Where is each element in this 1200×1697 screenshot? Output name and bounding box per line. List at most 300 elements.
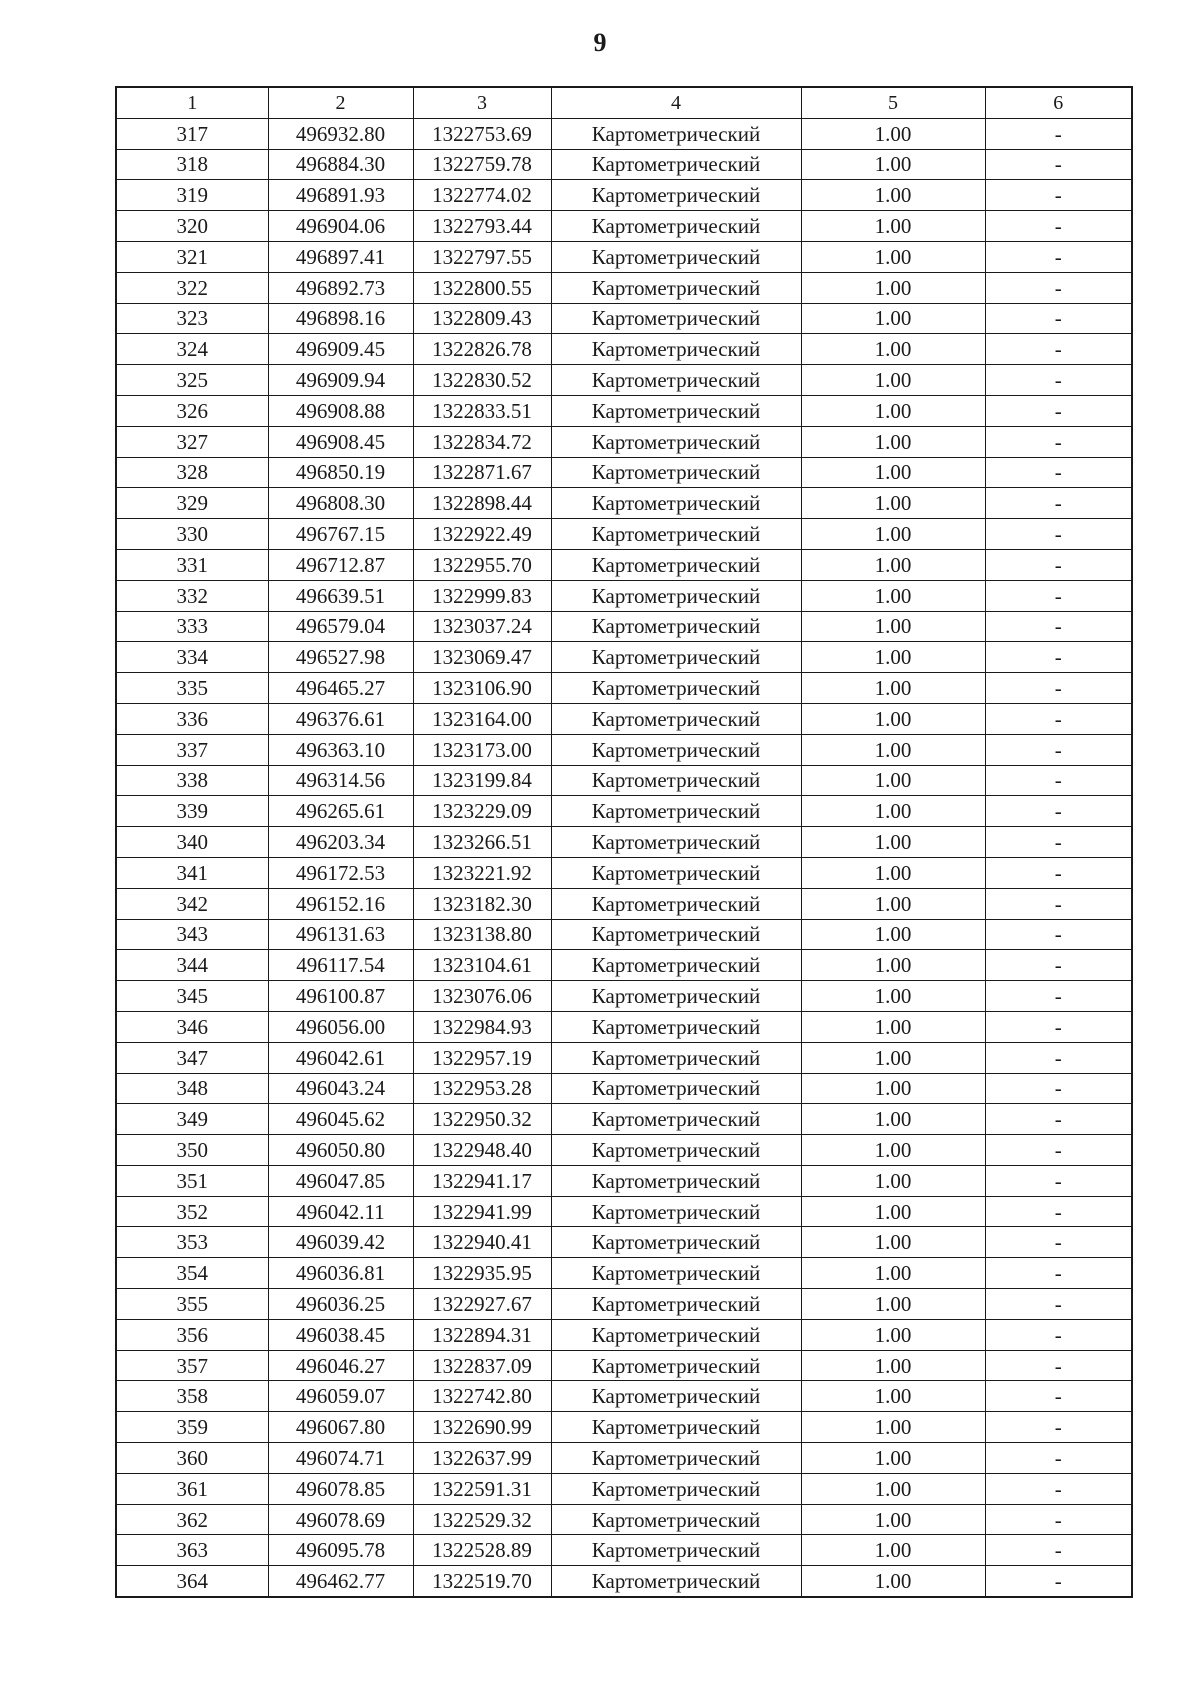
y-coordinate-cell: 1322759.78 bbox=[413, 149, 551, 180]
table-row bbox=[116, 1381, 1132, 1412]
method-cell: Картометрический bbox=[551, 1319, 801, 1350]
x-coordinate-cell: 496078.69 bbox=[268, 1504, 413, 1535]
table-row bbox=[116, 1319, 1132, 1350]
y-coordinate-cell: 1322809.43 bbox=[413, 303, 551, 334]
point-number-cell: 323 bbox=[116, 303, 268, 334]
accuracy-cell: 1.00 bbox=[801, 118, 985, 149]
point-number-cell: 344 bbox=[116, 950, 268, 981]
x-coordinate-cell: 496579.04 bbox=[268, 611, 413, 642]
table-row bbox=[116, 1350, 1132, 1381]
note-cell: - bbox=[985, 981, 1132, 1012]
table-row bbox=[116, 796, 1132, 827]
point-number-cell: 343 bbox=[116, 919, 268, 950]
point-number-cell: 336 bbox=[116, 703, 268, 734]
x-coordinate-cell: 496046.27 bbox=[268, 1350, 413, 1381]
x-coordinate-cell: 496909.94 bbox=[268, 365, 413, 396]
x-coordinate-cell: 496039.42 bbox=[268, 1227, 413, 1258]
accuracy-cell: 1.00 bbox=[801, 303, 985, 334]
method-cell: Картометрический bbox=[551, 1350, 801, 1381]
note-cell: - bbox=[985, 734, 1132, 765]
y-coordinate-cell: 1323266.51 bbox=[413, 827, 551, 858]
method-cell: Картометрический bbox=[551, 1135, 801, 1166]
x-coordinate-cell: 496078.85 bbox=[268, 1473, 413, 1504]
note-cell: - bbox=[985, 457, 1132, 488]
y-coordinate-cell: 1322948.40 bbox=[413, 1135, 551, 1166]
table-row bbox=[116, 241, 1132, 272]
point-number-cell: 332 bbox=[116, 580, 268, 611]
accuracy-cell: 1.00 bbox=[801, 981, 985, 1012]
accuracy-cell: 1.00 bbox=[801, 673, 985, 704]
method-cell: Картометрический bbox=[551, 549, 801, 580]
point-number-cell: 325 bbox=[116, 365, 268, 396]
y-coordinate-cell: 1322871.67 bbox=[413, 457, 551, 488]
method-cell: Картометрический bbox=[551, 1535, 801, 1566]
table-row bbox=[116, 272, 1132, 303]
accuracy-cell: 1.00 bbox=[801, 950, 985, 981]
method-cell: Картометрический bbox=[551, 1073, 801, 1104]
point-number-cell: 364 bbox=[116, 1566, 268, 1597]
x-coordinate-cell: 496042.11 bbox=[268, 1196, 413, 1227]
coordinates-table bbox=[115, 86, 1133, 1598]
y-coordinate-cell: 1322774.02 bbox=[413, 180, 551, 211]
table-body bbox=[116, 118, 1132, 1597]
point-number-cell: 334 bbox=[116, 642, 268, 673]
accuracy-cell: 1.00 bbox=[801, 1443, 985, 1474]
accuracy-cell: 1.00 bbox=[801, 180, 985, 211]
y-coordinate-cell: 1323106.90 bbox=[413, 673, 551, 704]
accuracy-cell: 1.00 bbox=[801, 857, 985, 888]
x-coordinate-cell: 496131.63 bbox=[268, 919, 413, 950]
note-cell: - bbox=[985, 1412, 1132, 1443]
table-row bbox=[116, 734, 1132, 765]
table-row bbox=[116, 919, 1132, 950]
note-cell: - bbox=[985, 488, 1132, 519]
x-coordinate-cell: 496203.34 bbox=[268, 827, 413, 858]
accuracy-cell: 1.00 bbox=[801, 1165, 985, 1196]
point-number-cell: 342 bbox=[116, 888, 268, 919]
table-row bbox=[116, 1443, 1132, 1474]
accuracy-cell: 1.00 bbox=[801, 796, 985, 827]
table-header bbox=[116, 87, 1132, 118]
point-number-cell: 326 bbox=[116, 395, 268, 426]
point-number-cell: 331 bbox=[116, 549, 268, 580]
method-cell: Картометрический bbox=[551, 827, 801, 858]
method-cell: Картометрический bbox=[551, 1412, 801, 1443]
point-number-cell: 353 bbox=[116, 1227, 268, 1258]
x-coordinate-cell: 496067.80 bbox=[268, 1412, 413, 1443]
method-cell: Картометрический bbox=[551, 888, 801, 919]
y-coordinate-cell: 1322833.51 bbox=[413, 395, 551, 426]
point-number-cell: 318 bbox=[116, 149, 268, 180]
accuracy-cell: 1.00 bbox=[801, 426, 985, 457]
table-row bbox=[116, 1535, 1132, 1566]
method-cell: Картометрический bbox=[551, 426, 801, 457]
point-number-cell: 338 bbox=[116, 765, 268, 796]
table-row bbox=[116, 1042, 1132, 1073]
note-cell: - bbox=[985, 303, 1132, 334]
note-cell: - bbox=[985, 1258, 1132, 1289]
x-coordinate-cell: 496056.00 bbox=[268, 1011, 413, 1042]
note-cell: - bbox=[985, 950, 1132, 981]
accuracy-cell: 1.00 bbox=[801, 888, 985, 919]
y-coordinate-cell: 1322742.80 bbox=[413, 1381, 551, 1412]
table-row bbox=[116, 488, 1132, 519]
x-coordinate-cell: 496897.41 bbox=[268, 241, 413, 272]
point-number-cell: 358 bbox=[116, 1381, 268, 1412]
table-row bbox=[116, 457, 1132, 488]
point-number-cell: 319 bbox=[116, 180, 268, 211]
note-cell: - bbox=[985, 642, 1132, 673]
y-coordinate-cell: 1322797.55 bbox=[413, 241, 551, 272]
accuracy-cell: 1.00 bbox=[801, 642, 985, 673]
method-cell: Картометрический bbox=[551, 1011, 801, 1042]
table-row bbox=[116, 1011, 1132, 1042]
method-cell: Картометрический bbox=[551, 118, 801, 149]
table-row bbox=[116, 549, 1132, 580]
x-coordinate-cell: 496050.80 bbox=[268, 1135, 413, 1166]
method-cell: Картометрический bbox=[551, 642, 801, 673]
x-coordinate-cell: 496808.30 bbox=[268, 488, 413, 519]
note-cell: - bbox=[985, 1073, 1132, 1104]
point-number-cell: 317 bbox=[116, 118, 268, 149]
y-coordinate-cell: 1322800.55 bbox=[413, 272, 551, 303]
accuracy-cell: 1.00 bbox=[801, 1535, 985, 1566]
point-number-cell: 355 bbox=[116, 1289, 268, 1320]
point-number-cell: 330 bbox=[116, 519, 268, 550]
y-coordinate-cell: 1322999.83 bbox=[413, 580, 551, 611]
note-cell: - bbox=[985, 1165, 1132, 1196]
note-cell: - bbox=[985, 580, 1132, 611]
y-coordinate-cell: 1323164.00 bbox=[413, 703, 551, 734]
accuracy-cell: 1.00 bbox=[801, 1042, 985, 1073]
point-number-cell: 340 bbox=[116, 827, 268, 858]
x-coordinate-cell: 496172.53 bbox=[268, 857, 413, 888]
accuracy-cell: 1.00 bbox=[801, 149, 985, 180]
method-cell: Картометрический bbox=[551, 180, 801, 211]
y-coordinate-cell: 1322940.41 bbox=[413, 1227, 551, 1258]
x-coordinate-cell: 496712.87 bbox=[268, 549, 413, 580]
y-coordinate-cell: 1322953.28 bbox=[413, 1073, 551, 1104]
table-row bbox=[116, 1227, 1132, 1258]
point-number-cell: 322 bbox=[116, 272, 268, 303]
table-row bbox=[116, 673, 1132, 704]
table-row bbox=[116, 519, 1132, 550]
table-row bbox=[116, 211, 1132, 242]
accuracy-cell: 1.00 bbox=[801, 395, 985, 426]
y-coordinate-cell: 1322690.99 bbox=[413, 1412, 551, 1443]
y-coordinate-cell: 1323104.61 bbox=[413, 950, 551, 981]
table-row bbox=[116, 1412, 1132, 1443]
point-number-cell: 339 bbox=[116, 796, 268, 827]
y-coordinate-cell: 1322955.70 bbox=[413, 549, 551, 580]
y-coordinate-cell: 1323229.09 bbox=[413, 796, 551, 827]
accuracy-cell: 1.00 bbox=[801, 1227, 985, 1258]
method-cell: Картометрический bbox=[551, 1289, 801, 1320]
accuracy-cell: 1.00 bbox=[801, 457, 985, 488]
x-coordinate-cell: 496265.61 bbox=[268, 796, 413, 827]
y-coordinate-cell: 1322837.09 bbox=[413, 1350, 551, 1381]
y-coordinate-cell: 1322528.89 bbox=[413, 1535, 551, 1566]
x-coordinate-cell: 496884.30 bbox=[268, 149, 413, 180]
x-coordinate-cell: 496909.45 bbox=[268, 334, 413, 365]
method-cell: Картометрический bbox=[551, 211, 801, 242]
point-number-cell: 320 bbox=[116, 211, 268, 242]
point-number-cell: 328 bbox=[116, 457, 268, 488]
x-coordinate-cell: 496465.27 bbox=[268, 673, 413, 704]
x-coordinate-cell: 496074.71 bbox=[268, 1443, 413, 1474]
x-coordinate-cell: 496036.25 bbox=[268, 1289, 413, 1320]
method-cell: Картометрический bbox=[551, 1443, 801, 1474]
y-coordinate-cell: 1323138.80 bbox=[413, 919, 551, 950]
point-number-cell: 361 bbox=[116, 1473, 268, 1504]
y-coordinate-cell: 1322941.99 bbox=[413, 1196, 551, 1227]
y-coordinate-cell: 1322834.72 bbox=[413, 426, 551, 457]
header-row bbox=[116, 87, 1132, 118]
table-row bbox=[116, 827, 1132, 858]
method-cell: Картометрический bbox=[551, 611, 801, 642]
accuracy-cell: 1.00 bbox=[801, 488, 985, 519]
note-cell: - bbox=[985, 1227, 1132, 1258]
table-row bbox=[116, 611, 1132, 642]
table-row bbox=[116, 426, 1132, 457]
method-cell: Картометрический bbox=[551, 519, 801, 550]
method-cell: Картометрический bbox=[551, 919, 801, 950]
note-cell: - bbox=[985, 827, 1132, 858]
point-number-cell: 359 bbox=[116, 1412, 268, 1443]
table-row bbox=[116, 703, 1132, 734]
note-cell: - bbox=[985, 334, 1132, 365]
table-row bbox=[116, 365, 1132, 396]
y-coordinate-cell: 1322927.67 bbox=[413, 1289, 551, 1320]
table-row bbox=[116, 1289, 1132, 1320]
x-coordinate-cell: 496047.85 bbox=[268, 1165, 413, 1196]
point-number-cell: 360 bbox=[116, 1443, 268, 1474]
note-cell: - bbox=[985, 1443, 1132, 1474]
header-cell-2: 2 bbox=[268, 87, 413, 118]
x-coordinate-cell: 496152.16 bbox=[268, 888, 413, 919]
point-number-cell: 327 bbox=[116, 426, 268, 457]
table-row bbox=[116, 950, 1132, 981]
accuracy-cell: 1.00 bbox=[801, 241, 985, 272]
note-cell: - bbox=[985, 180, 1132, 211]
note-cell: - bbox=[985, 1042, 1132, 1073]
y-coordinate-cell: 1323221.92 bbox=[413, 857, 551, 888]
method-cell: Картометрический bbox=[551, 1566, 801, 1597]
note-cell: - bbox=[985, 765, 1132, 796]
accuracy-cell: 1.00 bbox=[801, 1381, 985, 1412]
x-coordinate-cell: 496036.81 bbox=[268, 1258, 413, 1289]
note-cell: - bbox=[985, 1104, 1132, 1135]
method-cell: Картометрический bbox=[551, 673, 801, 704]
table-row bbox=[116, 180, 1132, 211]
accuracy-cell: 1.00 bbox=[801, 549, 985, 580]
y-coordinate-cell: 1322894.31 bbox=[413, 1319, 551, 1350]
accuracy-cell: 1.00 bbox=[801, 1504, 985, 1535]
point-number-cell: 363 bbox=[116, 1535, 268, 1566]
accuracy-cell: 1.00 bbox=[801, 365, 985, 396]
y-coordinate-cell: 1322519.70 bbox=[413, 1566, 551, 1597]
note-cell: - bbox=[985, 611, 1132, 642]
x-coordinate-cell: 496639.51 bbox=[268, 580, 413, 611]
y-coordinate-cell: 1322941.17 bbox=[413, 1165, 551, 1196]
table-row bbox=[116, 981, 1132, 1012]
note-cell: - bbox=[985, 1196, 1132, 1227]
y-coordinate-cell: 1323069.47 bbox=[413, 642, 551, 673]
x-coordinate-cell: 496908.45 bbox=[268, 426, 413, 457]
point-number-cell: 351 bbox=[116, 1165, 268, 1196]
method-cell: Картометрический bbox=[551, 457, 801, 488]
y-coordinate-cell: 1323199.84 bbox=[413, 765, 551, 796]
note-cell: - bbox=[985, 211, 1132, 242]
note-cell: - bbox=[985, 1381, 1132, 1412]
table-row bbox=[116, 1104, 1132, 1135]
y-coordinate-cell: 1322984.93 bbox=[413, 1011, 551, 1042]
method-cell: Картометрический bbox=[551, 950, 801, 981]
accuracy-cell: 1.00 bbox=[801, 1135, 985, 1166]
table-row bbox=[116, 888, 1132, 919]
point-number-cell: 333 bbox=[116, 611, 268, 642]
x-coordinate-cell: 496059.07 bbox=[268, 1381, 413, 1412]
note-cell: - bbox=[985, 1011, 1132, 1042]
note-cell: - bbox=[985, 395, 1132, 426]
point-number-cell: 341 bbox=[116, 857, 268, 888]
note-cell: - bbox=[985, 1566, 1132, 1597]
method-cell: Картометрический bbox=[551, 1504, 801, 1535]
method-cell: Картометрический bbox=[551, 1104, 801, 1135]
method-cell: Картометрический bbox=[551, 765, 801, 796]
table-row bbox=[116, 1504, 1132, 1535]
point-number-cell: 348 bbox=[116, 1073, 268, 1104]
y-coordinate-cell: 1322935.95 bbox=[413, 1258, 551, 1289]
method-cell: Картометрический bbox=[551, 734, 801, 765]
point-number-cell: 356 bbox=[116, 1319, 268, 1350]
note-cell: - bbox=[985, 272, 1132, 303]
method-cell: Картометрический bbox=[551, 241, 801, 272]
method-cell: Картометрический bbox=[551, 1042, 801, 1073]
header-cell-3: 3 bbox=[413, 87, 551, 118]
table-row bbox=[116, 1135, 1132, 1166]
x-coordinate-cell: 496892.73 bbox=[268, 272, 413, 303]
y-coordinate-cell: 1322637.99 bbox=[413, 1443, 551, 1474]
header-cell-4: 4 bbox=[551, 87, 801, 118]
accuracy-cell: 1.00 bbox=[801, 1566, 985, 1597]
method-cell: Картометрический bbox=[551, 796, 801, 827]
y-coordinate-cell: 1322950.32 bbox=[413, 1104, 551, 1135]
x-coordinate-cell: 496363.10 bbox=[268, 734, 413, 765]
note-cell: - bbox=[985, 857, 1132, 888]
method-cell: Картометрический bbox=[551, 272, 801, 303]
y-coordinate-cell: 1322529.32 bbox=[413, 1504, 551, 1535]
y-coordinate-cell: 1323076.06 bbox=[413, 981, 551, 1012]
accuracy-cell: 1.00 bbox=[801, 334, 985, 365]
x-coordinate-cell: 496462.77 bbox=[268, 1566, 413, 1597]
accuracy-cell: 1.00 bbox=[801, 734, 985, 765]
x-coordinate-cell: 496045.62 bbox=[268, 1104, 413, 1135]
y-coordinate-cell: 1322826.78 bbox=[413, 334, 551, 365]
accuracy-cell: 1.00 bbox=[801, 1196, 985, 1227]
table-row bbox=[116, 1473, 1132, 1504]
note-cell: - bbox=[985, 1535, 1132, 1566]
note-cell: - bbox=[985, 1350, 1132, 1381]
note-cell: - bbox=[985, 1289, 1132, 1320]
x-coordinate-cell: 496527.98 bbox=[268, 642, 413, 673]
table-row bbox=[116, 334, 1132, 365]
table-row bbox=[116, 1165, 1132, 1196]
method-cell: Картометрический bbox=[551, 1165, 801, 1196]
x-coordinate-cell: 496043.24 bbox=[268, 1073, 413, 1104]
table-row bbox=[116, 857, 1132, 888]
point-number-cell: 329 bbox=[116, 488, 268, 519]
x-coordinate-cell: 496314.56 bbox=[268, 765, 413, 796]
note-cell: - bbox=[985, 796, 1132, 827]
method-cell: Картометрический bbox=[551, 1196, 801, 1227]
point-number-cell: 350 bbox=[116, 1135, 268, 1166]
x-coordinate-cell: 496376.61 bbox=[268, 703, 413, 734]
method-cell: Картометрический bbox=[551, 1227, 801, 1258]
method-cell: Картометрический bbox=[551, 303, 801, 334]
table-row bbox=[116, 149, 1132, 180]
accuracy-cell: 1.00 bbox=[801, 827, 985, 858]
header-cell-5: 5 bbox=[801, 87, 985, 118]
page-number: 9 bbox=[593, 28, 607, 57]
accuracy-cell: 1.00 bbox=[801, 1350, 985, 1381]
method-cell: Картометрический bbox=[551, 1473, 801, 1504]
x-coordinate-cell: 496117.54 bbox=[268, 950, 413, 981]
note-cell: - bbox=[985, 149, 1132, 180]
table-row bbox=[116, 118, 1132, 149]
method-cell: Картометрический bbox=[551, 703, 801, 734]
point-number-cell: 354 bbox=[116, 1258, 268, 1289]
accuracy-cell: 1.00 bbox=[801, 1289, 985, 1320]
method-cell: Картометрический bbox=[551, 1258, 801, 1289]
point-number-cell: 349 bbox=[116, 1104, 268, 1135]
note-cell: - bbox=[985, 1319, 1132, 1350]
y-coordinate-cell: 1323037.24 bbox=[413, 611, 551, 642]
point-number-cell: 347 bbox=[116, 1042, 268, 1073]
accuracy-cell: 1.00 bbox=[801, 1258, 985, 1289]
method-cell: Картометрический bbox=[551, 334, 801, 365]
method-cell: Картометрический bbox=[551, 1381, 801, 1412]
table-row bbox=[116, 303, 1132, 334]
point-number-cell: 346 bbox=[116, 1011, 268, 1042]
x-coordinate-cell: 496095.78 bbox=[268, 1535, 413, 1566]
accuracy-cell: 1.00 bbox=[801, 765, 985, 796]
method-cell: Картометрический bbox=[551, 580, 801, 611]
y-coordinate-cell: 1322830.52 bbox=[413, 365, 551, 396]
note-cell: - bbox=[985, 241, 1132, 272]
method-cell: Картометрический bbox=[551, 488, 801, 519]
note-cell: - bbox=[985, 118, 1132, 149]
method-cell: Картометрический bbox=[551, 395, 801, 426]
note-cell: - bbox=[985, 919, 1132, 950]
accuracy-cell: 1.00 bbox=[801, 1011, 985, 1042]
table-row bbox=[116, 395, 1132, 426]
accuracy-cell: 1.00 bbox=[801, 611, 985, 642]
point-number-cell: 335 bbox=[116, 673, 268, 704]
note-cell: - bbox=[985, 1504, 1132, 1535]
y-coordinate-cell: 1322898.44 bbox=[413, 488, 551, 519]
x-coordinate-cell: 496850.19 bbox=[268, 457, 413, 488]
method-cell: Картометрический bbox=[551, 365, 801, 396]
x-coordinate-cell: 496891.93 bbox=[268, 180, 413, 211]
note-cell: - bbox=[985, 703, 1132, 734]
table-row bbox=[116, 1258, 1132, 1289]
point-number-cell: 321 bbox=[116, 241, 268, 272]
note-cell: - bbox=[985, 673, 1132, 704]
accuracy-cell: 1.00 bbox=[801, 703, 985, 734]
table-row bbox=[116, 580, 1132, 611]
note-cell: - bbox=[985, 519, 1132, 550]
